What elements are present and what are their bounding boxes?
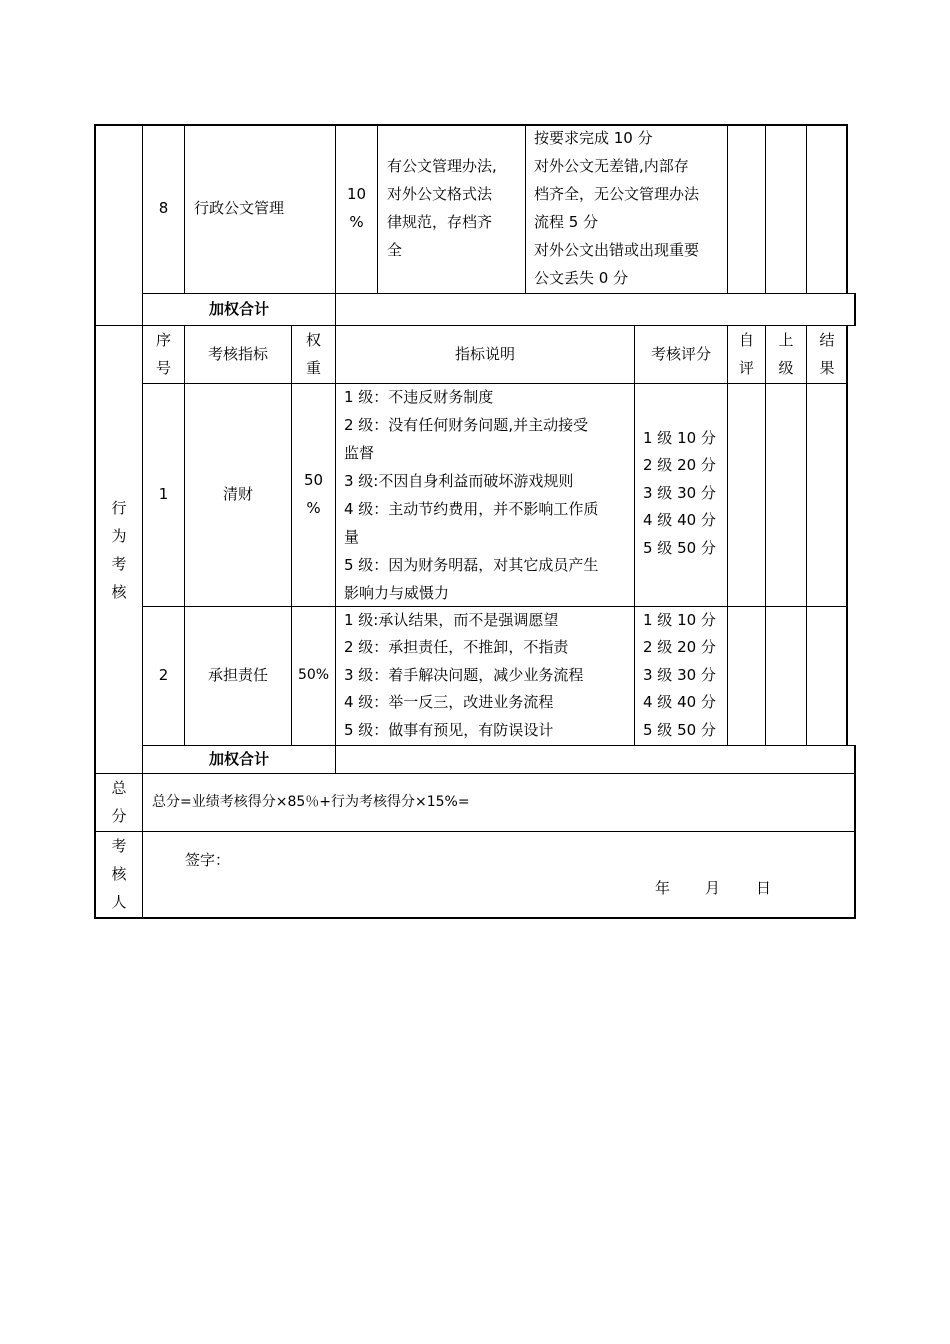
row8-score-line: 档齐全，无公文管理办法 bbox=[534, 185, 700, 203]
behavior-col-divider bbox=[727, 325, 728, 746]
row8-col-divider bbox=[727, 124, 728, 294]
header-char: 上 bbox=[778, 331, 794, 349]
row8-number: 8 bbox=[158, 199, 169, 217]
header-char: 重 bbox=[305, 359, 321, 377]
assessor-label-char: 考 bbox=[111, 837, 127, 855]
row1-desc-line: 量 bbox=[344, 528, 360, 546]
row2-desc-line: 5 级：做事有预见，有防误设计 bbox=[344, 720, 554, 739]
row8-col-divider bbox=[184, 124, 185, 294]
header-self-eval bbox=[728, 326, 765, 382]
row2-weight: 50% bbox=[297, 667, 330, 683]
row2-desc-line: 1 级:承认结果，而不是强调愿望 bbox=[344, 611, 559, 629]
row2-desc-line: 3 级：着手解决问题，减少业务流程 bbox=[344, 665, 584, 684]
row1-indicator: 清财 bbox=[222, 485, 253, 503]
row8-desc-line: 律规范，存档齐 bbox=[387, 213, 493, 231]
row1-weight-line: % bbox=[306, 499, 321, 517]
row1-desc-line: 2 级：没有任何财务问题,并主动接受 bbox=[344, 416, 589, 434]
header-superior-eval bbox=[766, 326, 806, 382]
total-label-char: 分 bbox=[111, 807, 127, 825]
section-label-char: 考 bbox=[111, 555, 127, 573]
row8-col-divider bbox=[765, 124, 766, 294]
row8-score-line: 对外公文出错或出现重要 bbox=[534, 241, 700, 259]
row8-col-divider bbox=[525, 124, 526, 294]
row2-score-line: 3 级 30 分 bbox=[643, 665, 716, 684]
row8-score-line: 公文丢失 0 分 bbox=[534, 269, 629, 287]
perf-weighted-total-label: 加权合计 bbox=[208, 300, 269, 318]
row1-score-line: 4 级 40 分 bbox=[643, 511, 716, 530]
row8-score-line: 流程 5 分 bbox=[534, 213, 599, 231]
table-bottom-border bbox=[94, 917, 856, 919]
date-year: 年 bbox=[655, 879, 671, 897]
behavior-col-divider bbox=[634, 325, 635, 746]
row8-indicator: 行政公文管理 bbox=[194, 199, 285, 217]
row2-score-line: 2 级 20 分 bbox=[643, 638, 716, 657]
row8-score-line: 按要求完成 10 分 bbox=[534, 129, 653, 147]
row1-scoring bbox=[643, 425, 716, 562]
row1-number: 1 bbox=[158, 485, 169, 503]
behavior-col-divider bbox=[765, 325, 766, 746]
row1-desc-line: 监督 bbox=[344, 444, 375, 462]
row2-number: 2 bbox=[158, 666, 169, 684]
header-char: 号 bbox=[155, 359, 171, 377]
row1-desc-line: 5 级：因为财务明磊，对其它成员产生 bbox=[344, 556, 599, 574]
row8-desc-line: 有公文管理办法, bbox=[387, 157, 497, 175]
row2-score-line: 1 级 10 分 bbox=[643, 611, 716, 629]
row1-weight bbox=[292, 466, 335, 522]
row2-desc-line: 4 级：举一反三，改进业务流程 bbox=[344, 693, 554, 712]
header-number bbox=[143, 326, 184, 382]
behavior-right-border bbox=[846, 325, 848, 746]
total-bottom-border bbox=[94, 831, 856, 832]
row1-desc-line: 1 级：不违反财务制度 bbox=[344, 388, 494, 406]
row8-score-line: 对外公文无差错,内部存 bbox=[534, 157, 689, 175]
header-char: 结 bbox=[819, 331, 835, 349]
behavior-total-bottom-border bbox=[94, 773, 856, 774]
assessor-label-char: 核 bbox=[111, 865, 127, 883]
section-label-char: 核 bbox=[111, 583, 127, 601]
signature-label: 签字： bbox=[185, 851, 231, 869]
row8-top-border bbox=[94, 124, 847, 126]
behavior-weighted-total-label: 加权合计 bbox=[208, 750, 269, 768]
row2-score-line: 4 级 40 分 bbox=[643, 693, 716, 712]
header-char: 自 bbox=[738, 331, 754, 349]
row1-desc-line: 3 级:不因自身利益而破坏游戏规则 bbox=[344, 472, 574, 490]
row1-score-line: 5 级 50 分 bbox=[643, 538, 716, 557]
header-char: 评 bbox=[738, 359, 754, 377]
row1-score-line: 2 级 20 分 bbox=[643, 456, 716, 475]
header-result bbox=[807, 326, 847, 382]
row1-weight-line: 50 bbox=[303, 471, 324, 489]
row8-right-border bbox=[846, 124, 848, 294]
row1-score-line: 1 级 10 分 bbox=[643, 429, 716, 447]
header-indicator: 考核指标 bbox=[207, 345, 268, 363]
row8-col-divider bbox=[806, 124, 807, 294]
total-formula: 总分=业绩考核得分×85％+行为考核得分×15%= bbox=[152, 794, 470, 810]
row8-desc-line: 对外公文格式法 bbox=[387, 185, 493, 203]
header-char: 权 bbox=[305, 331, 321, 349]
header-char: 序 bbox=[155, 331, 171, 349]
row2-scoring bbox=[643, 607, 716, 744]
section-label-char: 行 bbox=[111, 499, 127, 517]
section-label-char: 为 bbox=[111, 527, 127, 545]
label-column-border bbox=[142, 124, 143, 919]
row8-bottom-border bbox=[142, 293, 855, 294]
bottom-right-border bbox=[854, 745, 856, 919]
perf-total-divider bbox=[335, 293, 336, 326]
total-label-char: 总 bbox=[111, 779, 127, 797]
row8-weight bbox=[336, 180, 377, 236]
row8-weight-line: % bbox=[349, 213, 364, 231]
row8-col-divider bbox=[377, 124, 378, 294]
row2-indicator: 承担责任 bbox=[207, 666, 268, 684]
header-char: 级 bbox=[778, 359, 794, 377]
behavior-col-divider bbox=[335, 325, 336, 746]
row2-desc-line: 2 级：承担责任，不推卸，不指责 bbox=[344, 638, 569, 657]
assessor-label-char: 人 bbox=[111, 893, 127, 911]
header-weight bbox=[292, 326, 335, 382]
row8-scoring bbox=[534, 124, 699, 292]
total-label bbox=[96, 774, 142, 830]
row8-description bbox=[387, 152, 497, 264]
header-description: 指标说明 bbox=[454, 345, 515, 363]
row2-score-line: 5 级 50 分 bbox=[643, 720, 716, 739]
date-day: 日 bbox=[756, 879, 772, 897]
assessor-label bbox=[96, 832, 142, 916]
row1-description bbox=[344, 383, 598, 607]
row1-score-line: 3 级 30 分 bbox=[643, 483, 716, 502]
header-scoring: 考核评分 bbox=[650, 345, 711, 363]
row8-weight-line: 10 bbox=[346, 185, 367, 203]
behavior-col-divider bbox=[806, 325, 807, 746]
row1-desc-line: 影响力与威慑力 bbox=[344, 584, 450, 602]
perf-total-right-border bbox=[854, 293, 856, 326]
header-char: 果 bbox=[819, 359, 835, 377]
row2-description bbox=[344, 607, 583, 744]
row1-desc-line: 4 级：主动节约费用，并不影响工作质 bbox=[344, 500, 599, 518]
behavior-total-divider bbox=[335, 745, 336, 774]
date-month: 月 bbox=[705, 879, 721, 897]
row8-desc-line: 全 bbox=[387, 241, 403, 259]
behavior-section-label bbox=[96, 494, 142, 606]
